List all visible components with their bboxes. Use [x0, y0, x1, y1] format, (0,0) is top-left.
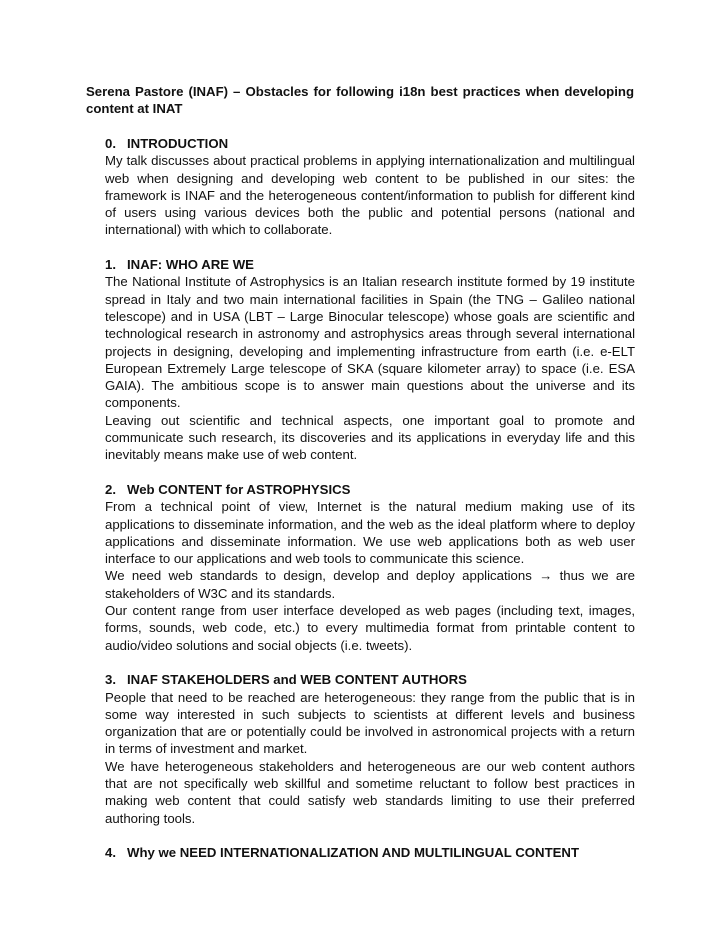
section-number: 1. [105, 257, 116, 273]
section-heading-text: INAF: WHO ARE WE [127, 257, 254, 273]
section-who-are-we [105, 256, 635, 464]
section-spacer [105, 464, 635, 481]
section-heading [105, 671, 635, 688]
section-number: 3. [105, 672, 116, 688]
section-web-content [105, 481, 635, 654]
paragraph: We need web standards to design, develop and deploy applications → thus we are stakeholders of W3C and its standards. [105, 568, 635, 601]
paragraph: People that need to be reached are heterogeneous: they range from the public that is in some way interested in such subjects to scientists at different levels and business organization that are or potentially could be involved in astronomical projects with a return in terms of investment and market. [105, 689, 635, 757]
paragraph: My talk discusses about practical problems in applying internationalization and multilingual web when designing and developing web content to be published in our sites: the framework is INAF and the heterogeneous content/information to publish for different kind of users using various devices both the public and potential persons (national and international) with which to collaborate. [105, 153, 635, 238]
paragraph: Leaving out scientific and technical aspects, one important goal to promote and communicate such research, its discoveries and its applications in everyday life and this inevitably means make use of web content. [105, 412, 635, 463]
section-heading [105, 135, 635, 152]
section-stakeholders [105, 671, 635, 827]
paragraph: From a technical point of view, Internet is the natural medium making use of its applications to disseminate information, and the web as the ideal platform where to deploy applications and disseminate information. We use web applications both as web user interface to our applications and web tools to communicate this science. [105, 499, 635, 567]
section-heading-text: Why we NEED INTERNATIONALIZATION AND MULTILINGUAL CONTENT [127, 845, 580, 861]
section-heading [105, 256, 635, 273]
section-introduction [105, 135, 635, 239]
section-heading-text: Web CONTENT for ASTROPHYSICS [127, 481, 351, 497]
paragraph: Our content range from user interface developed as web pages (including text, images, forms, sounds, web code, etc.) to every multimedia format from printable content to audio/video solutions and social objects (i.e. tweets). [105, 603, 635, 653]
section-number: 0. [105, 136, 116, 151]
section-heading [105, 844, 635, 861]
document-body [105, 135, 635, 861]
section-number: 2. [105, 481, 116, 497]
paragraph: We have heterogeneous stakeholders and heterogeneous are our web content authors that are not specifically web skillful and sometime reluctant to follow best practices in making web content that could satisfy web standards limiting to use their preferred authoring tools. [105, 758, 635, 826]
paragraph: The National Institute of Astrophysics is an Italian research institute formed by 19 institute spread in Italy and two main international facilities in Spain (the TNG – Galileo national telescope) and in USA (LBT – Large Binocular telescope) whose goals are scientific and technological research in astronomy and astrophysics areas through several international projects in designing, developing and implementing infrastructure from earth (i.e. e-ELT European Extremely Large telescope of SKA (square kilometer array) to space (i.e. ESA GAIA). The ambitious scope is to answer main questions about the universe and its components. [105, 274, 635, 411]
section-heading-text: INAF STAKEHOLDERS and WEB CONTENT AUTHORS [127, 672, 467, 688]
section-spacer [105, 239, 635, 256]
section-spacer [105, 827, 635, 844]
document-title: Serena Pastore (INAF) – Obstacles for following i18n best practices when developing content at INAT [86, 84, 634, 117]
section-heading [105, 481, 635, 498]
section-heading-text: INTRODUCTION [127, 136, 229, 151]
section-why-i18n [105, 844, 635, 861]
section-number: 4. [105, 845, 116, 861]
section-spacer [105, 654, 635, 671]
